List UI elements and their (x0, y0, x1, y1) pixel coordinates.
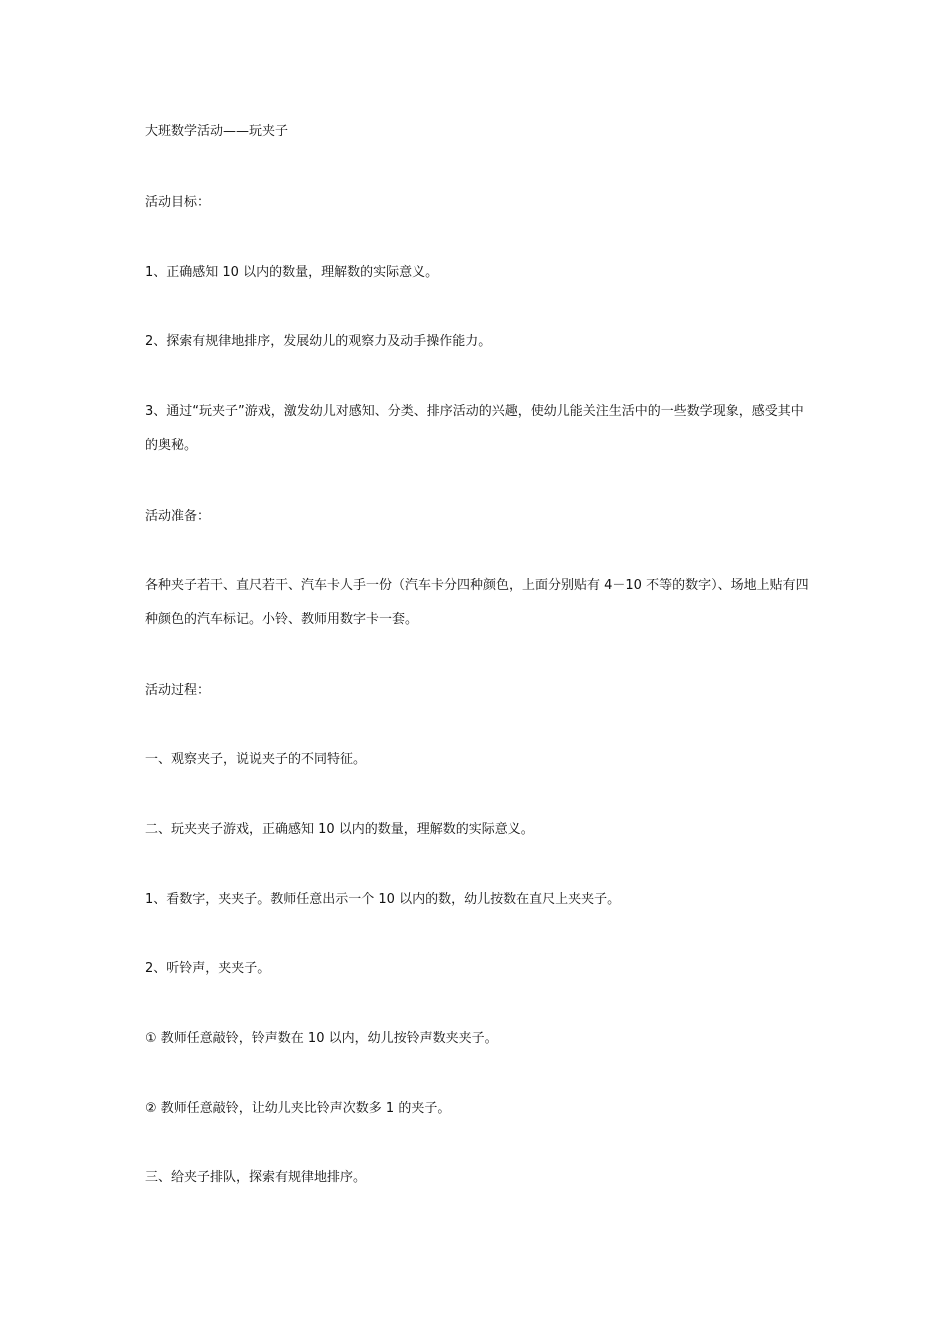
goals-heading: 活动目标： (145, 195, 211, 210)
goal-item-1: 1、正确感知 10 以内的数量，理解数的实际意义。 (145, 265, 439, 280)
prep-heading: 活动准备： (145, 509, 211, 524)
step-3: 三、给夹子排队，探索有规律地排序。 (145, 1170, 367, 1185)
goal-item-2: 2、探索有规律地排序，发展幼儿的观察力及动手操作能力。 (145, 334, 492, 349)
process-heading: 活动过程： (145, 683, 211, 698)
step-2-2: 2、听铃声，夹夹子。 (145, 961, 271, 976)
goal-item-3: 3、通过“玩夹子”游戏，激发幼儿对感知、分类、排序活动的兴趣，使幼儿能关注生活中的一些数学现象，感受其中的奥秘。 (145, 404, 804, 453)
prep-text: 各种夹子若干、直尺若干、汽车卡人手一份（汽车卡分四种颜色，上面分别贴有 4－10 不等的数字）、场地上贴有四种颜色的汽车标记。小铃、教师用数字卡一套。 (145, 578, 809, 627)
step-2-1: 1、看数字，夹夹子。教师任意出示一个 10 以内的数，幼儿按数在直尺上夹夹子。 (145, 892, 621, 907)
step-1: 一、观察夹子，说说夹子的不同特征。 (145, 752, 367, 767)
step-2-2-a: ① 教师任意敲铃，铃声数在 10 以内，幼儿按铃声数夹夹子。 (145, 1031, 498, 1046)
document-title: 大班数学活动——玩夹子 (145, 124, 289, 139)
step-2: 二、玩夹夹子游戏，正确感知 10 以内的数量，理解数的实际意义。 (145, 822, 534, 837)
step-2-2-b: ② 教师任意敲铃，让幼儿夹比铃声次数多 1 的夹子。 (145, 1101, 451, 1116)
